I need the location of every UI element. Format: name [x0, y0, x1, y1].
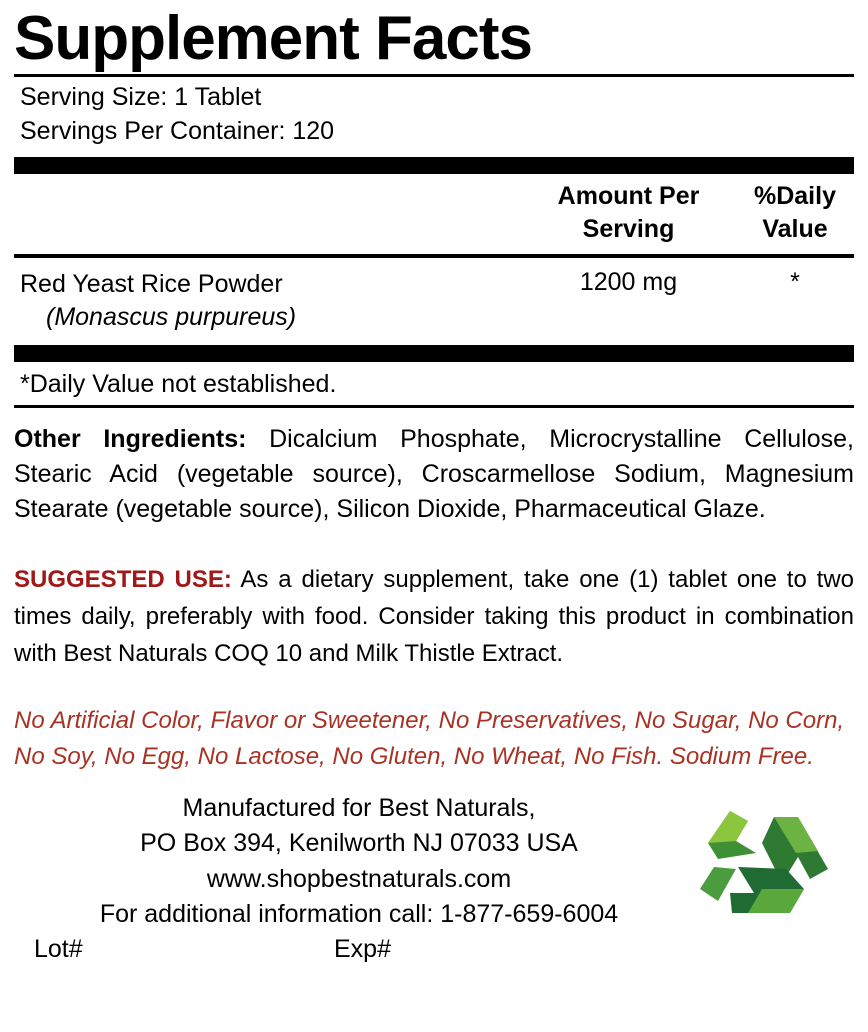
column-header-amount-line2: Serving — [582, 215, 675, 244]
column-header-amount-line1: Amount Per — [557, 181, 700, 210]
website-line[interactable]: www.shopbestnaturals.com — [206, 864, 512, 893]
manufacturer-line: Manufactured for Best Naturals, — [182, 793, 536, 822]
suggested-use-text: As a dietary supplement, take one (1) tablet one to two times daily, preferably with food. Consider taking this product in combination with Best Naturals COQ 10 and Milk Thistle Extract. — [14, 566, 854, 668]
table-header-row — [14, 174, 854, 252]
serving-size: Serving Size: 1 Tablet — [20, 83, 262, 111]
free-from-claims: No Artificial Color, Flavor or Sweetener, No Preservatives, No Sugar, No Corn, No Soy, No Egg, No Lactose, No Gluten, No Wheat, No Fish. Sodium Free. — [14, 706, 845, 770]
other-ingredients-text: Dicalcium Phosphate, Microcrystalline Cellulose, Stearic Acid (vegetable source), Croscarmellose Sodium, Magnesium Stearate (vegetable source), Silicon Dioxide, Pharmaceutical Glaze. — [14, 425, 855, 523]
other-ingredients — [14, 422, 854, 527]
exp-date-field: Exp# — [334, 934, 391, 963]
divider-bottom — [14, 405, 854, 408]
phone-line: For additional information call: 1-877-659-6004 — [99, 900, 619, 929]
supplement-label-page — [0, 4, 868, 1032]
divider-thick-bottom — [14, 345, 854, 362]
page-title: Supplement Facts — [14, 4, 532, 73]
footer — [14, 791, 854, 963]
supplement-facts-panel — [14, 4, 854, 408]
suggested-use-label: SUGGESTED USE: — [14, 566, 232, 593]
column-header-amount — [521, 180, 736, 248]
ingredient-daily-value: * — [790, 268, 800, 296]
column-header-daily-value — [736, 180, 854, 248]
ingredient-latin-name: (Monascus purpureus) — [46, 302, 297, 331]
daily-value-footnote: *Daily Value not established. — [20, 370, 337, 398]
servings-per-container: Servings Per Container: 120 — [20, 116, 335, 145]
address-line: PO Box 394, Kenilworth NJ 07033 USA — [140, 829, 578, 858]
ingredient-amount: 1200 mg — [579, 268, 678, 296]
ingredient-name-cell — [14, 268, 521, 333]
other-ingredients-label: Other Ingredients: — [14, 425, 247, 453]
lot-exp-row — [14, 935, 854, 964]
column-header-dv-line1: %Daily — [754, 181, 836, 210]
lot-number-field: Lot# — [34, 934, 83, 963]
table-row — [14, 258, 854, 341]
suggested-use — [14, 561, 854, 673]
ingredient-name: Red Yeast Rice Powder — [20, 270, 283, 298]
divider-thick-top — [14, 157, 854, 174]
column-header-dv-line2: Value — [762, 215, 828, 244]
serving-info — [14, 77, 854, 153]
recycle-icon — [678, 797, 848, 927]
